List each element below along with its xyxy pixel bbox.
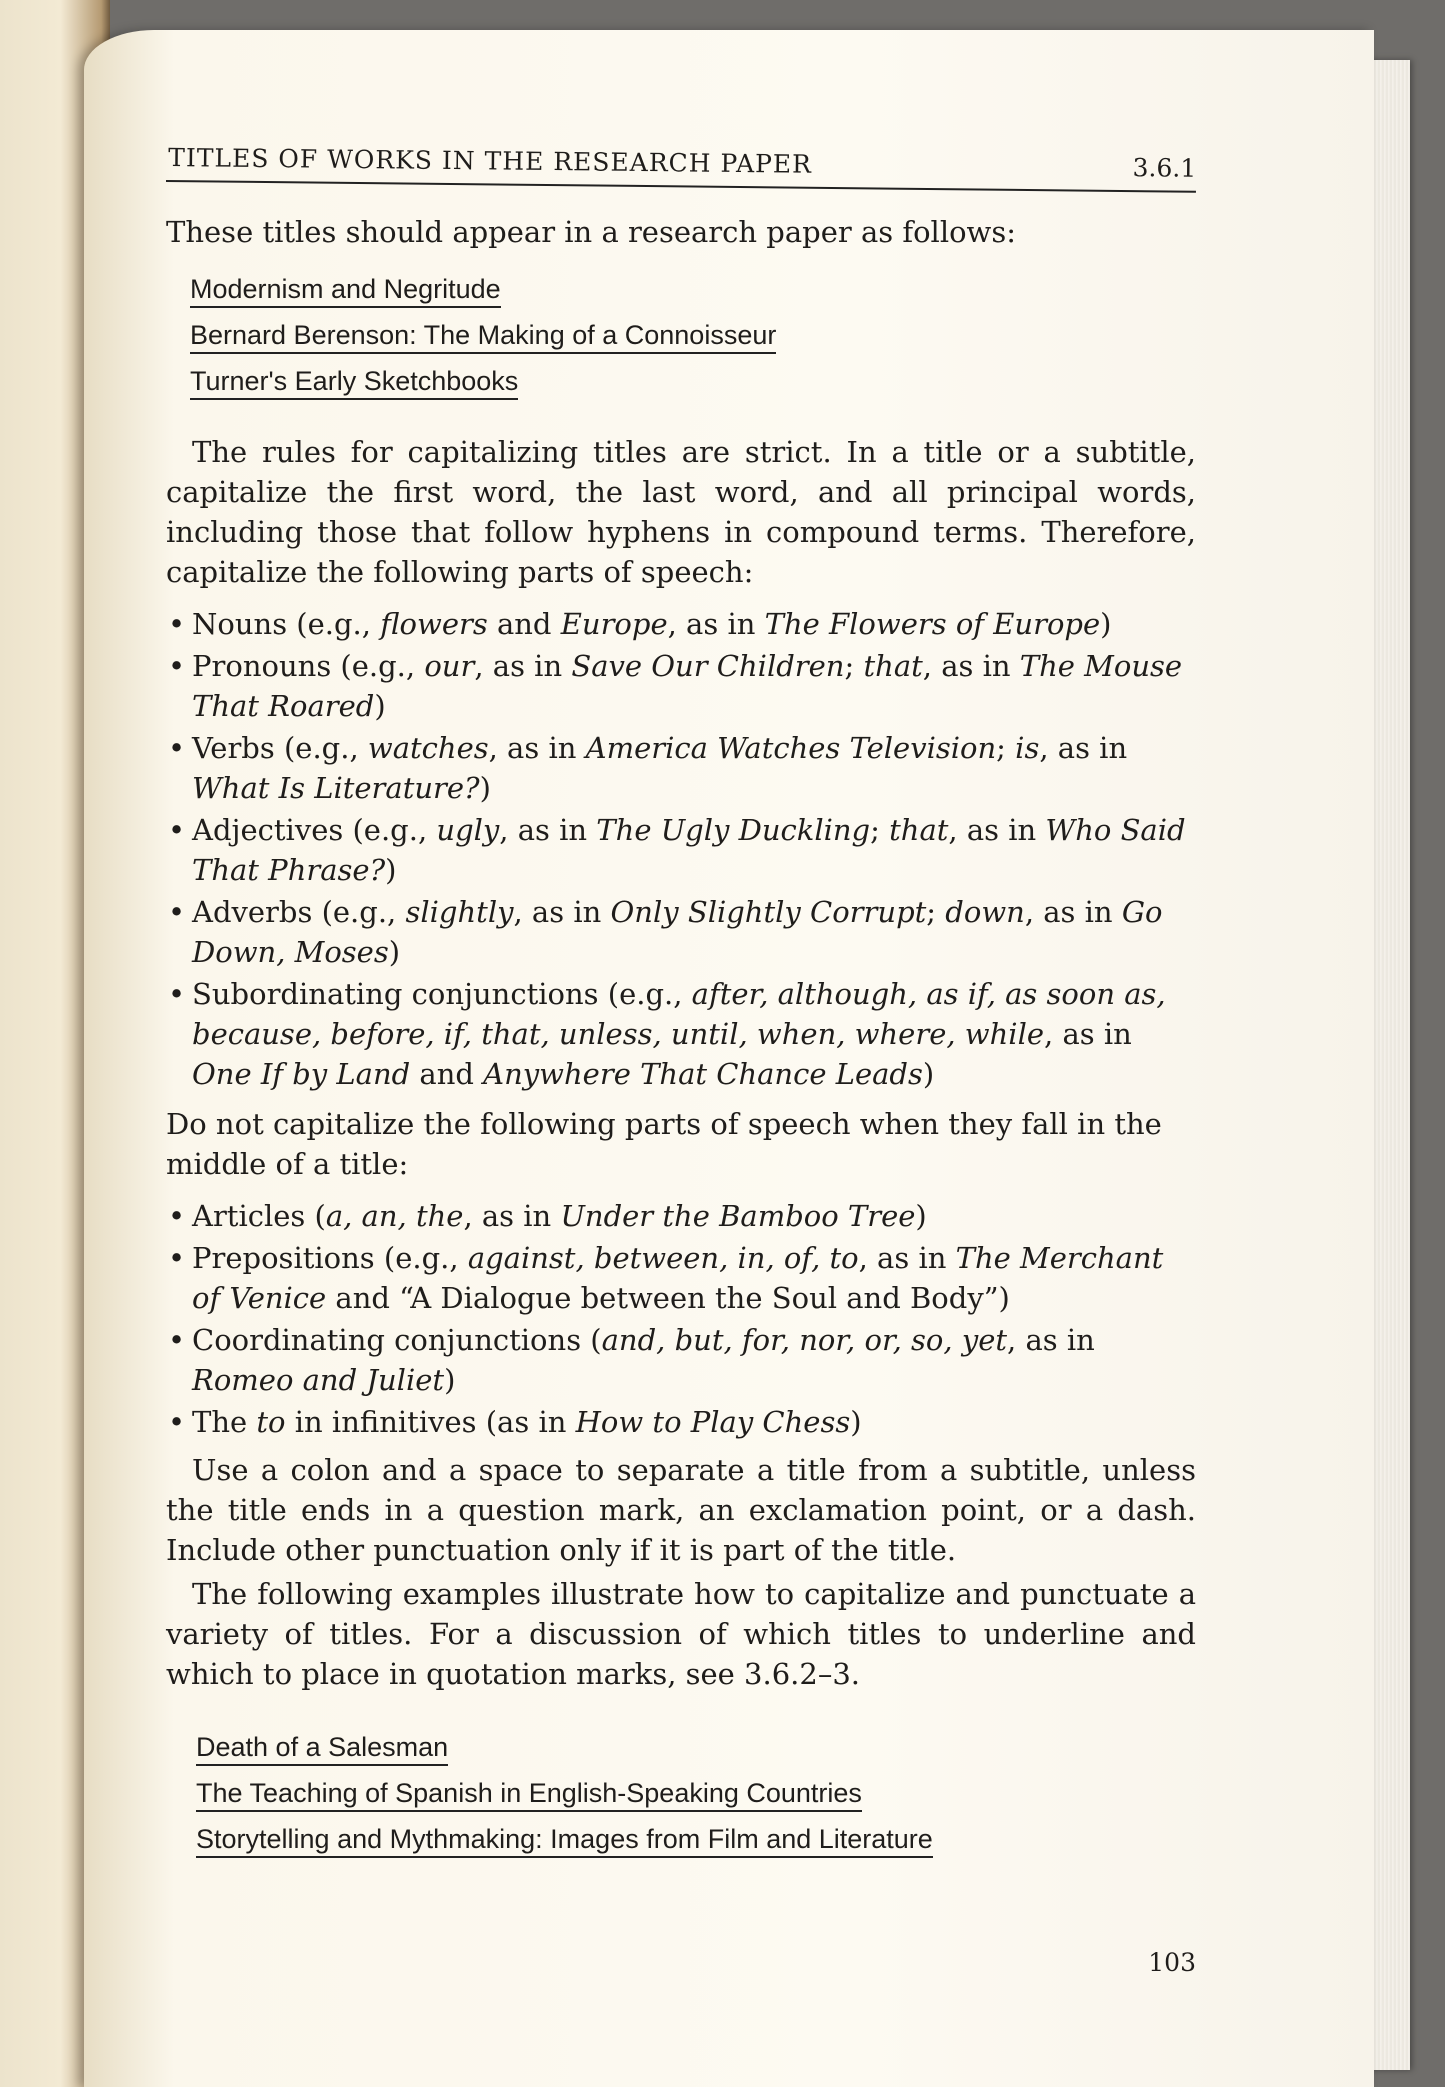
list-item (166, 728, 1196, 808)
italic-text: Save Our Children (571, 649, 845, 683)
text-run: , as in (667, 607, 765, 641)
list-item (166, 892, 1196, 972)
item-lead: Coordinating conjunctions ( (192, 1323, 602, 1357)
italic-text: against, between, in, of, to (467, 1241, 859, 1275)
text-run: , as in (948, 813, 1046, 847)
italic-text: watches (367, 731, 489, 765)
list-item (166, 1320, 1196, 1400)
no-capitalize-paragraph: Do not capitalize the following parts of speech when they fall in the middle of a title: (166, 1107, 1162, 1181)
list-item (166, 1402, 1196, 1442)
italic-text: One If by Land (192, 1057, 411, 1091)
text-run: , as in (1044, 1017, 1132, 1051)
item-lead: Subordinating conjunctions (e.g., (192, 977, 692, 1011)
list-item (166, 1196, 1196, 1236)
italic-text: a, an, the (325, 1199, 464, 1233)
text-run: in infinitives (as in (285, 1405, 576, 1439)
text-run: , as in (922, 649, 1020, 683)
item-lead: Prepositions (e.g., (192, 1241, 468, 1275)
text-run: , as in (513, 895, 611, 929)
text-run: ) (922, 1057, 935, 1091)
text-run: ; (996, 731, 1016, 765)
item-lead: Verbs (e.g., (192, 731, 368, 765)
intro-text: These titles should appear in a research paper as follows: (166, 215, 1017, 249)
sample-title: Modernism and Negritude (190, 266, 1196, 312)
italic-text: Who Said That Phrase? (192, 813, 1186, 887)
rules-paragraph: The rules for capitalizing titles are strict. In a title or a subtitle, capitalize the first word, the last word, and all principal words, including those that follow hyphens in compound terms. Therefore, capitalize the following parts of speech: (166, 435, 1196, 589)
text-run: ; (844, 649, 864, 683)
italic-text: and, but, for, nor, or, so, yet (601, 1323, 1008, 1357)
item-lead: Articles ( (192, 1199, 326, 1233)
text-run: , as in (499, 813, 597, 847)
page-number: 103 (1148, 1948, 1196, 1977)
italic-text: that (863, 649, 923, 683)
italic-text: The Merchant of Venice (192, 1241, 1164, 1315)
page-content (166, 120, 1197, 1977)
text-run: , as in (474, 649, 572, 683)
text-run: and (410, 1057, 484, 1091)
text-run: , as in (1024, 895, 1122, 929)
running-title: TITLES OF WORKS IN THE RESEARCH PAPER (168, 143, 813, 179)
italic-text: Only Slightly Corrupt (610, 895, 927, 929)
italic-text: Romeo and Juliet (192, 1363, 445, 1397)
italic-text: The Flowers of Europe (764, 607, 1101, 641)
italic-text: to (256, 1405, 286, 1439)
italic-text: Anywhere That Chance Leads (483, 1057, 923, 1091)
list-item (166, 604, 1196, 644)
italic-text: ugly (436, 813, 500, 847)
list-item (166, 1238, 1196, 1318)
item-lead: Adjectives (e.g., (192, 813, 437, 847)
text-run: ) (388, 935, 401, 969)
italic-text: Go Down, Moses (192, 895, 1163, 969)
text-run: and (487, 607, 561, 641)
text-run: ) (385, 853, 397, 887)
text-run: , as in (463, 1199, 561, 1233)
text-run: and “A Dialogue between the Soul and Body”) (326, 1281, 1010, 1315)
list-item (166, 810, 1196, 890)
book-page (84, 30, 1374, 2087)
item-lead: Adverbs (e.g., (192, 895, 406, 929)
no-capitalize-list (166, 1196, 1196, 1442)
italic-text: The Mouse That Roared (192, 649, 1183, 723)
running-header (166, 120, 1197, 193)
examples-paragraph: The following examples illustrate how to capitalize and punctuate a variety of titles. For a discussion of which titles to underline and which to place in quotation marks, see 3.6.2–3. (166, 1577, 1196, 1691)
text-run: , as in (488, 731, 586, 765)
text-run: ) (444, 1363, 456, 1397)
text-run: , as in (858, 1241, 956, 1275)
italic-text: America Watches Television (585, 731, 997, 765)
text-run: ; (926, 895, 946, 929)
italic-text: down (945, 895, 1025, 929)
example-title: Storytelling and Mythmaking: Images from Film and Literature (196, 1816, 1196, 1862)
sample-title: Turner's Early Sketchbooks (190, 358, 1196, 404)
text-run: , as in (1039, 731, 1128, 765)
sample-title: Bernard Berenson: The Making of a Connoisseur (190, 312, 1196, 358)
item-lead: Pronouns (e.g., (192, 649, 425, 683)
text-run: ) (479, 771, 491, 805)
italic-text: after, although, as if, as soon as, because, before, if, that, unless, until, when, where, while (192, 977, 1166, 1051)
italic-text: slightly (405, 895, 514, 929)
example-title: The Teaching of Spanish in English-Speaking Countries (196, 1770, 1196, 1816)
list-item (166, 974, 1196, 1094)
sample-title-list (190, 266, 1196, 404)
text-run: ) (1100, 607, 1112, 641)
section-number: 3.6.1 (1132, 153, 1197, 183)
italic-text: How to Play Chess (575, 1405, 851, 1439)
text-run: ; (870, 813, 890, 847)
italic-text: Under the Bamboo Tree (560, 1199, 916, 1233)
text-run: ) (374, 689, 386, 723)
text-run: ) (850, 1405, 862, 1439)
item-lead: The (192, 1405, 257, 1439)
italic-text: flowers (380, 607, 488, 641)
example-title: Death of a Salesman (196, 1724, 1196, 1770)
italic-text: Europe (560, 607, 668, 641)
example-title-list (196, 1724, 1196, 1862)
italic-text: is (1015, 731, 1040, 765)
list-item (166, 646, 1196, 726)
italic-text: The Ugly Duckling (596, 813, 871, 847)
capitalize-list (166, 604, 1196, 1094)
italic-text: our (424, 649, 475, 683)
item-lead: Nouns (e.g., (192, 607, 381, 641)
colon-paragraph: Use a colon and a space to separate a title from a subtitle, unless the title ends in a question mark, an exclamation point, or a dash. Include other punctuation only if it is part of the title. (166, 1453, 1196, 1567)
text-run: ) (915, 1199, 927, 1233)
text-run: , as in (1007, 1323, 1095, 1357)
italic-text: that (889, 813, 949, 847)
italic-text: What Is Literature? (192, 771, 480, 805)
